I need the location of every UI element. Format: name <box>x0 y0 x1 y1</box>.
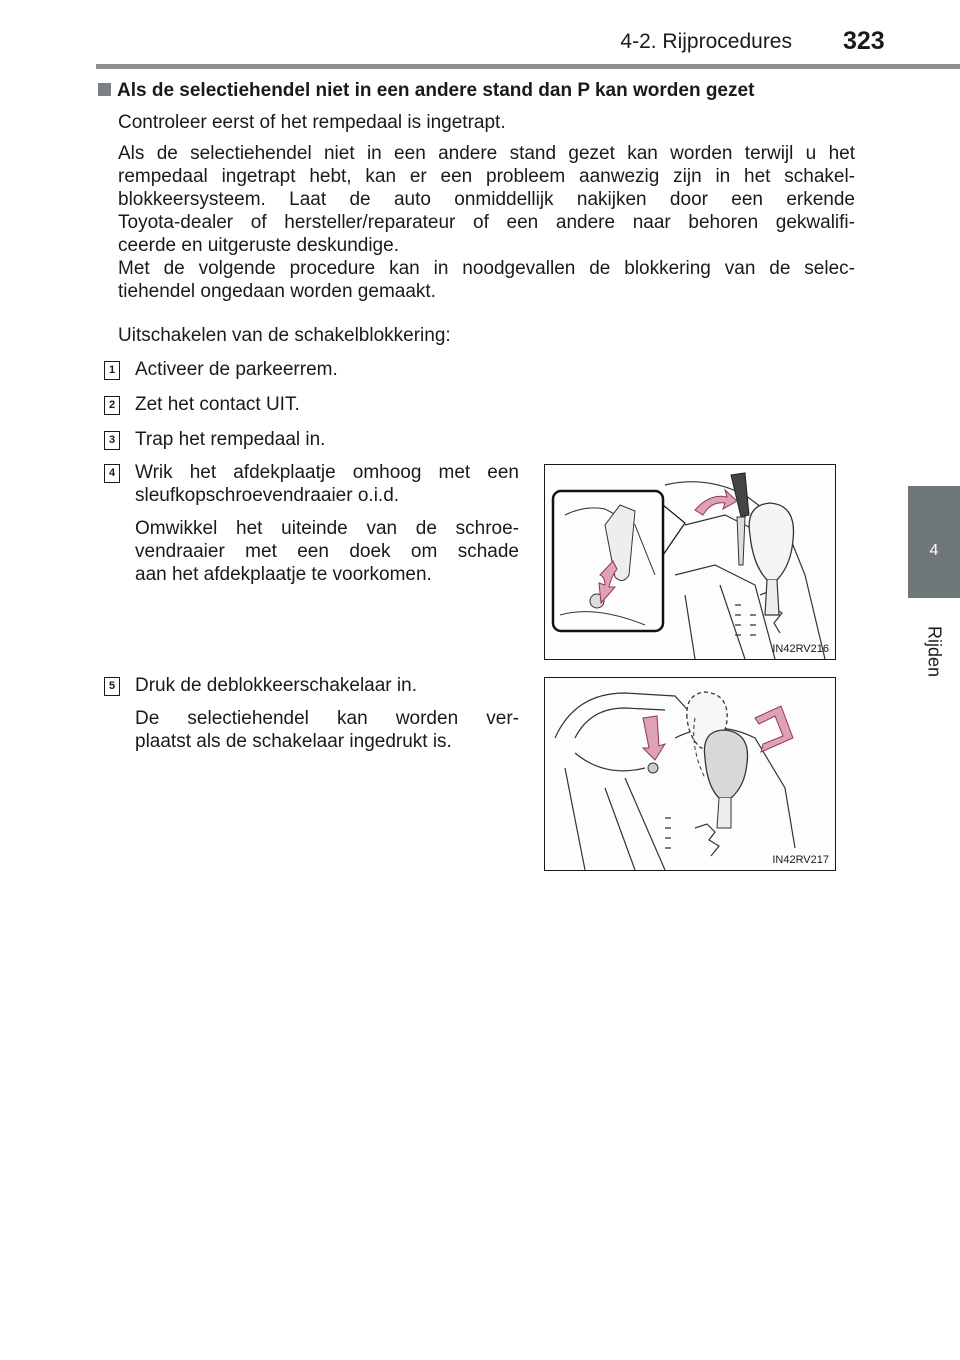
step-note-line: vendraaier met een doek om schade <box>135 541 519 562</box>
step-number: 5 <box>104 677 120 696</box>
heading-text: Als de selectiehendel niet in een andere stand dan P kan worden gezet <box>117 80 755 101</box>
figure-code: IN42RV217 <box>772 854 829 866</box>
chapter-number: 4 <box>929 542 939 559</box>
step-note-line: De selectiehendel kan worden ver- <box>135 708 519 729</box>
check-paragraph: Controleer eerst of het rempedaal is ingetrapt. <box>118 112 506 133</box>
step-text: Trap het rempedaal in. <box>135 429 326 450</box>
step-note-line: plaatst als de schakelaar ingedrukt is. <box>135 731 452 752</box>
step-number: 4 <box>104 464 120 483</box>
step-number: 2 <box>104 396 120 415</box>
step-text: Druk de deblokkeerschakelaar in. <box>135 675 417 696</box>
cover-removal-illustration <box>545 465 835 659</box>
section-heading <box>98 80 858 102</box>
chapter-label: Rijden <box>924 626 945 678</box>
step-note-line: aan het afdekplaatje te voorkomen. <box>135 564 432 585</box>
step-text: Zet het contact UIT. <box>135 394 300 415</box>
figure-cover-removal <box>544 464 836 660</box>
description-line: Als de selectiehendel niet in een andere stand gezet kan worden terwijl u het <box>118 143 855 164</box>
step-note <box>135 707 519 753</box>
arrow-icon <box>695 490 737 515</box>
unlock-intro: Uitschakelen van de schakelblokkering: <box>118 325 451 346</box>
step-note <box>135 517 519 586</box>
shift-lever-icon <box>749 503 793 615</box>
chapter-tab <box>908 486 960 598</box>
step-note-line: Omwikkel het uiteinde van de schroe- <box>135 518 519 539</box>
description-line: ceerde en uitgeruste deskundige. <box>118 235 399 256</box>
page-number: 323 <box>843 27 885 55</box>
description-line: Toyota-dealer of hersteller/reparateur of een andere naar behoren gekwalifi- <box>118 212 855 233</box>
step-text <box>135 461 519 507</box>
step-number: 1 <box>104 361 120 380</box>
description-line: rempedaal ingetrapt hebt, kan er een probleem aanwezig zijn in het schakel- <box>118 166 855 187</box>
step-text-line: sleufkopschroevendraaier o.i.d. <box>135 485 400 506</box>
header-rule <box>96 64 960 69</box>
step-text-line: Wrik het afdekplaatje omhoog met een <box>135 462 519 483</box>
step-text: Activeer de parkeerrem. <box>135 359 338 380</box>
description-line: blokkeersysteem. Laat de auto onmiddellijk nakijken door een erkende <box>118 189 855 210</box>
inset-detail <box>553 491 685 631</box>
description-line: tiehendel ongedaan worden gemaakt. <box>118 281 436 302</box>
section-title: 4-2. Rijprocedures <box>620 30 792 53</box>
description-paragraph <box>118 142 855 303</box>
release-button-illustration <box>545 678 835 870</box>
arrow-icon <box>643 716 665 760</box>
bullet-square-icon <box>98 83 111 96</box>
figure-code: IN42RV216 <box>772 643 829 655</box>
figure-release-button <box>544 677 836 871</box>
arrow-icon <box>755 706 793 752</box>
step-number: 3 <box>104 431 120 450</box>
description-line: Met de volgende procedure kan in noodgevallen de blokkering van de selec- <box>118 258 855 279</box>
